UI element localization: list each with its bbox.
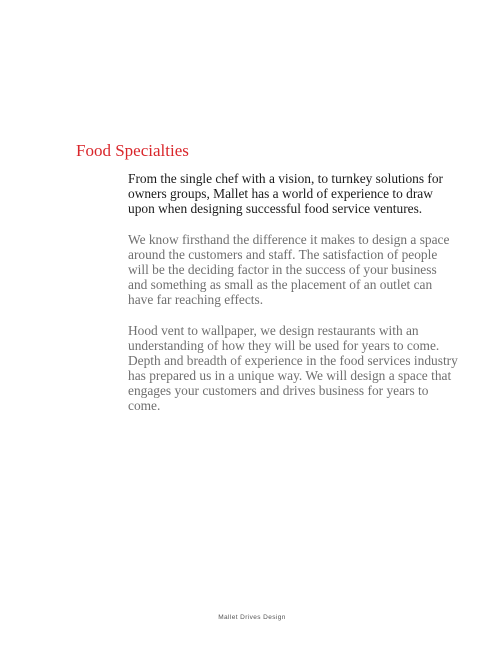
page-footer: Mallet Drives Design bbox=[218, 614, 286, 621]
body-text bbox=[128, 171, 458, 429]
page-title: Food Specialties bbox=[76, 141, 189, 160]
third-paragraph: Hood vent to wallpaper, we design restaurants with an understanding of how they will be used for years to come. Depth and breadth of experience in the food services industry has prepared us in a unique way. We will design a space that engages your customers and drives business for years to come. bbox=[128, 323, 458, 413]
second-paragraph: We know firsthand the difference it makes to design a space around the customers and staff. The satisfaction of people will be the deciding factor in the success of your business and something as small as the placement of an outlet can have far reaching effects. bbox=[128, 232, 450, 307]
lead-paragraph: From the single chef with a vision, to turnkey solutions for owners groups, Mallet has a world of experience to draw upon when designing successful food service ventures. bbox=[128, 171, 444, 216]
